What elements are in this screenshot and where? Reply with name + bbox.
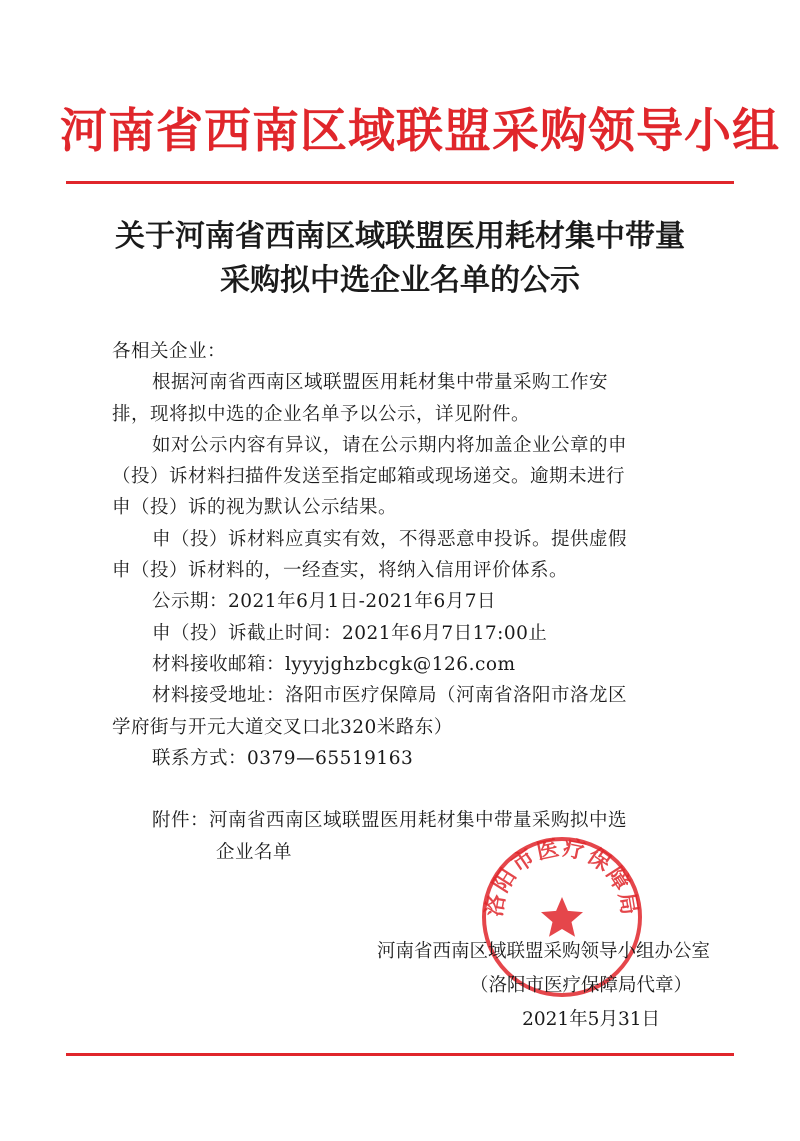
paragraph-1-line-1: 根据河南省西南区域联盟医用耗材集中带量采购工作安: [152, 372, 609, 394]
title-line-2: 采购拟中选企业名单的公示: [220, 263, 580, 298]
salutation: 各相关企业：: [112, 341, 227, 362]
submission-address-line-2: 学府街与开元大道交叉口北320米路东）: [112, 716, 453, 738]
title-line-1: 关于河南省西南区域联盟医用耗材集中带量: [115, 219, 685, 254]
footer-divider: [66, 1053, 734, 1056]
document-body: [112, 336, 722, 868]
star-icon: [541, 897, 583, 937]
submission-address-line-1: 材料接受地址：洛阳市医疗保障局（河南省洛阳市洛龙区: [152, 685, 628, 707]
publicity-period: 公示期：2021年6月1日-2021年6月7日: [152, 591, 496, 613]
document-title: [90, 215, 710, 303]
complaint-deadline: 申（投）诉截止时间：2021年6月7日17:00止: [152, 622, 548, 644]
paragraph-2-line-1: 如对公示内容有异议，请在公示期内将加盖企业公章的申: [152, 434, 628, 456]
submission-email: 材料接收邮箱：lyyyjghzbcgk@126.com: [152, 653, 516, 675]
signature-block: [330, 935, 720, 1037]
paragraph-2-line-2: （投）诉材料扫描件发送至指定邮箱或现场递交。逾期未进行: [112, 466, 626, 488]
paragraph-3-line-2: 申（投）诉材料的，一经查实，将纳入信用评价体系。: [112, 560, 569, 582]
organization-header: 河南省西南区域联盟采购领导小组: [60, 104, 780, 159]
header-divider: [66, 181, 734, 184]
paragraph-3-line-1: 申（投）诉材料应真实有效，不得恶意申投诉。提供虚假: [152, 528, 628, 550]
paragraph-2-line-3: 申（投）诉的视为默认公示结果。: [112, 497, 398, 519]
seal-text: 洛阳市医疗保障局: [481, 835, 643, 919]
seal-note: （洛阳市医疗保障局代章）: [469, 975, 692, 996]
issue-date: 2021年5月31日: [522, 1009, 660, 1030]
issuing-office: 河南省西南区域联盟采购领导小组办公室: [376, 941, 710, 962]
paragraph-1-line-2: 排，现将拟中选的企业名单予以公示，详见附件。: [112, 403, 531, 425]
contact-info: 联系方式：0379—65519163: [152, 747, 414, 769]
attachment-line-1: 附件：河南省西南区域联盟医用耗材集中带量采购拟中选: [152, 810, 628, 832]
attachment-line-2: 企业名单: [216, 841, 293, 863]
